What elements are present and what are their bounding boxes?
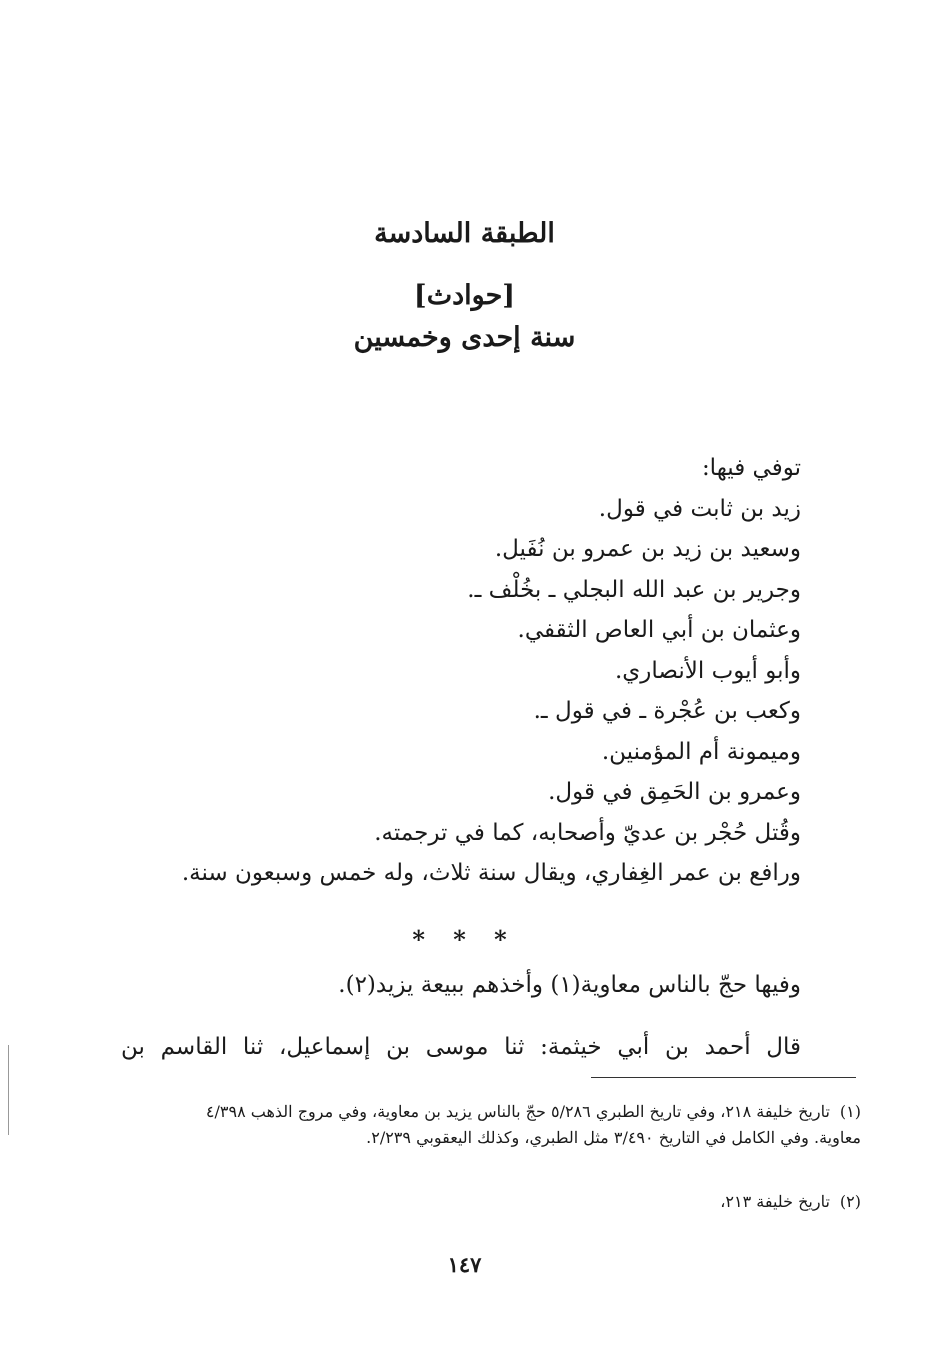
footnote: [161, 1189, 861, 1215]
list-item: زيد بن ثابت في قول.: [598, 495, 801, 522]
footnote-divider: [591, 1077, 856, 1078]
list-item: وسعيد بن زيد بن عمرو بن نُفَيل.: [494, 536, 801, 562]
footnote-number: (٢): [839, 1192, 861, 1211]
year-heading: سنة إحدى وخمسين: [353, 322, 576, 353]
list-item: وأبو أيوب الأنصاري.: [614, 657, 801, 684]
paragraph: قال أحمد بن أبي خيثمة: ثنا موسى بن إسماعيل، ثنا القاسم بن: [121, 1034, 801, 1060]
page-number: ١٤٧: [447, 1252, 482, 1277]
footnote-text: تاريخ خليفة ٢١٨، وفي تاريخ الطبري ٥/٢٨٦ حجّ بالناس يزيد بن معاوية، وفي مروج الذهب ٤/٣٩٨ معاوية. وفي الكامل في التاريخ ٣/٤٩٠ مثل الطبري، وكذلك اليعقوبي ٢/٢٣٩.: [205, 1102, 861, 1147]
list-item: توفي فيها:: [701, 455, 801, 481]
section-separator: * * *: [412, 925, 517, 954]
list-item: وجرير بن عبد الله البجلي ـ بخُلْف ـ.: [467, 576, 801, 603]
list-item: وكعب بن عُجْرة ـ في قول ـ.: [533, 698, 801, 724]
section-heading: [حوادث]: [413, 280, 516, 311]
footnote: [161, 1099, 861, 1151]
footnote-number: (١): [839, 1102, 861, 1121]
chapter-title: الطبقة السادسة: [374, 218, 555, 249]
list-item: وقُتل حُجْر بن عديّ وأصحابه، كما في ترجمته.: [374, 819, 801, 846]
list-item: وعمرو بن الحَمِق في قول.: [548, 779, 801, 805]
scan-edge-mark: [8, 1045, 9, 1135]
deaths-list: [121, 448, 801, 894]
list-item: ورافع بن عمر الغِفاري، ويقال سنة ثلاث، وله خمس وسبعون سنة.: [181, 860, 801, 886]
paragraph: وفيها حجّ بالناس معاوية(١) وأخذهم ببيعة يزيد(٢).: [338, 972, 801, 998]
footnote-text: تاريخ خليفة ٢١٣،: [720, 1192, 830, 1211]
list-item: وميمونة أم المؤمنين.: [601, 738, 801, 765]
list-item: وعثمان بن أبي العاص الثقفي.: [517, 617, 801, 643]
